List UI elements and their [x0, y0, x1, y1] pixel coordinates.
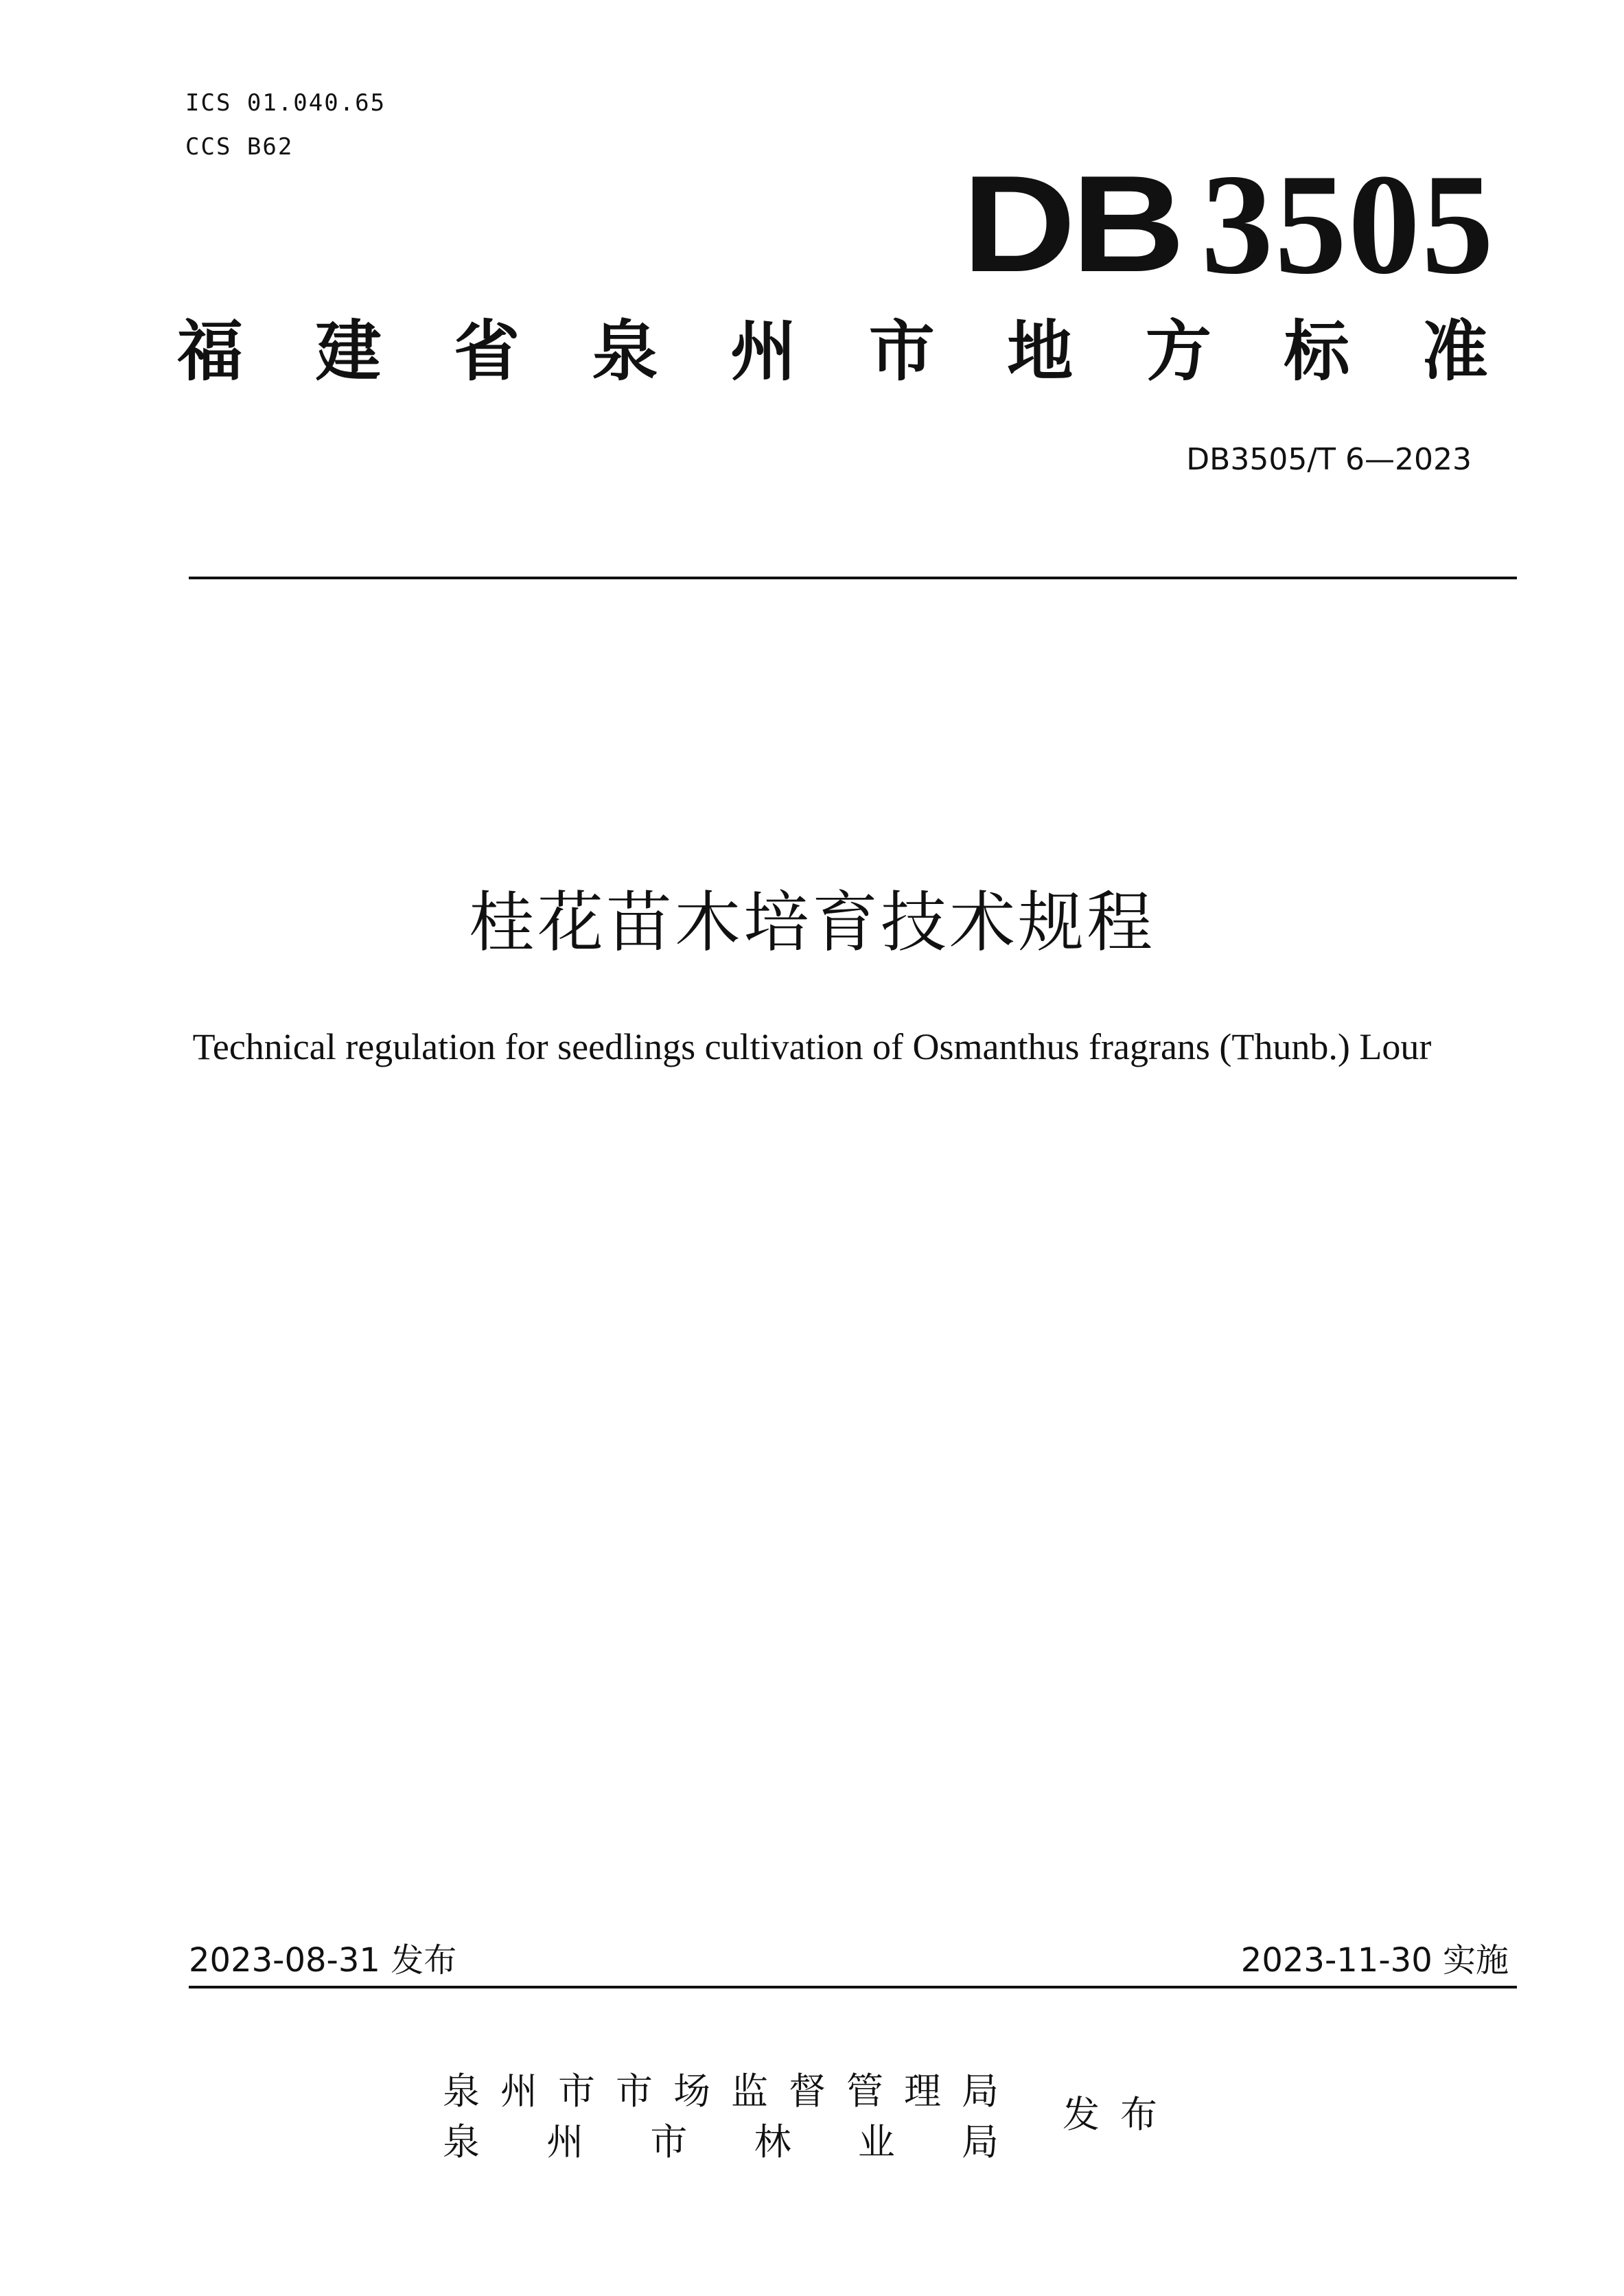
issuer-char: 场 — [673, 2069, 710, 2113]
issuer-char: 市 — [650, 2120, 688, 2164]
publish-date: 2023-08-31 发布 — [189, 1941, 457, 1980]
standard-mark-number: 3505 — [1201, 145, 1495, 304]
issuer-char: 局 — [961, 2120, 999, 2164]
top-divider — [189, 577, 1517, 579]
issuer-char: 林 — [754, 2120, 791, 2164]
issuer-char: 州 — [546, 2120, 584, 2164]
standard-type-char: 泉 — [592, 313, 658, 390]
issuer-char: 局 — [962, 2069, 999, 2113]
standard-mark-prefix: DB — [962, 148, 1181, 301]
standard-type-char: 州 — [730, 313, 797, 390]
standard-type-char: 准 — [1422, 313, 1488, 390]
bottom-divider — [189, 1986, 1517, 1988]
chinese-title: 桂花苗木培育技术规程 — [469, 884, 1155, 961]
issuer-char: 理 — [904, 2069, 941, 2113]
ics-code: ICS 01.040.65 — [185, 89, 386, 117]
standard-type-title — [177, 310, 1488, 393]
issuer-char: 管 — [846, 2069, 883, 2113]
standard-type-char: 标 — [1284, 313, 1350, 390]
issue-action: 发布 — [1063, 2093, 1178, 2136]
ccs-code: CCS B62 — [185, 133, 294, 161]
standard-mark — [962, 145, 1495, 304]
standard-type-char: 福 — [177, 313, 243, 390]
issuer-char: 泉 — [443, 2069, 480, 2113]
issuing-authorities — [443, 2066, 999, 2168]
issuer-char: 泉 — [443, 2120, 480, 2164]
issuer-char: 监 — [731, 2069, 768, 2113]
standard-type-char: 市 — [868, 313, 935, 390]
issuer-char: 州 — [500, 2069, 537, 2113]
standard-type-char: 建 — [315, 313, 382, 390]
standard-type-char: 地 — [1007, 313, 1074, 390]
issuer-char: 业 — [857, 2120, 895, 2164]
issuer-char: 市 — [616, 2069, 653, 2113]
implementation-date: 2023-11-30 实施 — [1240, 1941, 1509, 1980]
issuer-char: 督 — [789, 2069, 826, 2113]
standard-type-char: 省 — [454, 313, 520, 390]
english-title: Technical regulation for seedlings cultivation of Osmanthus fragrans (Thunb.) Lour — [192, 1026, 1432, 1067]
standard-number: DB3505/T 6—2023 — [1186, 442, 1472, 477]
standard-type-char: 方 — [1145, 313, 1211, 390]
classification-codes — [185, 81, 386, 169]
issuer-forestry-bureau — [443, 2117, 999, 2168]
issuer-market-supervision — [443, 2066, 999, 2117]
issuer-char: 市 — [558, 2069, 595, 2113]
